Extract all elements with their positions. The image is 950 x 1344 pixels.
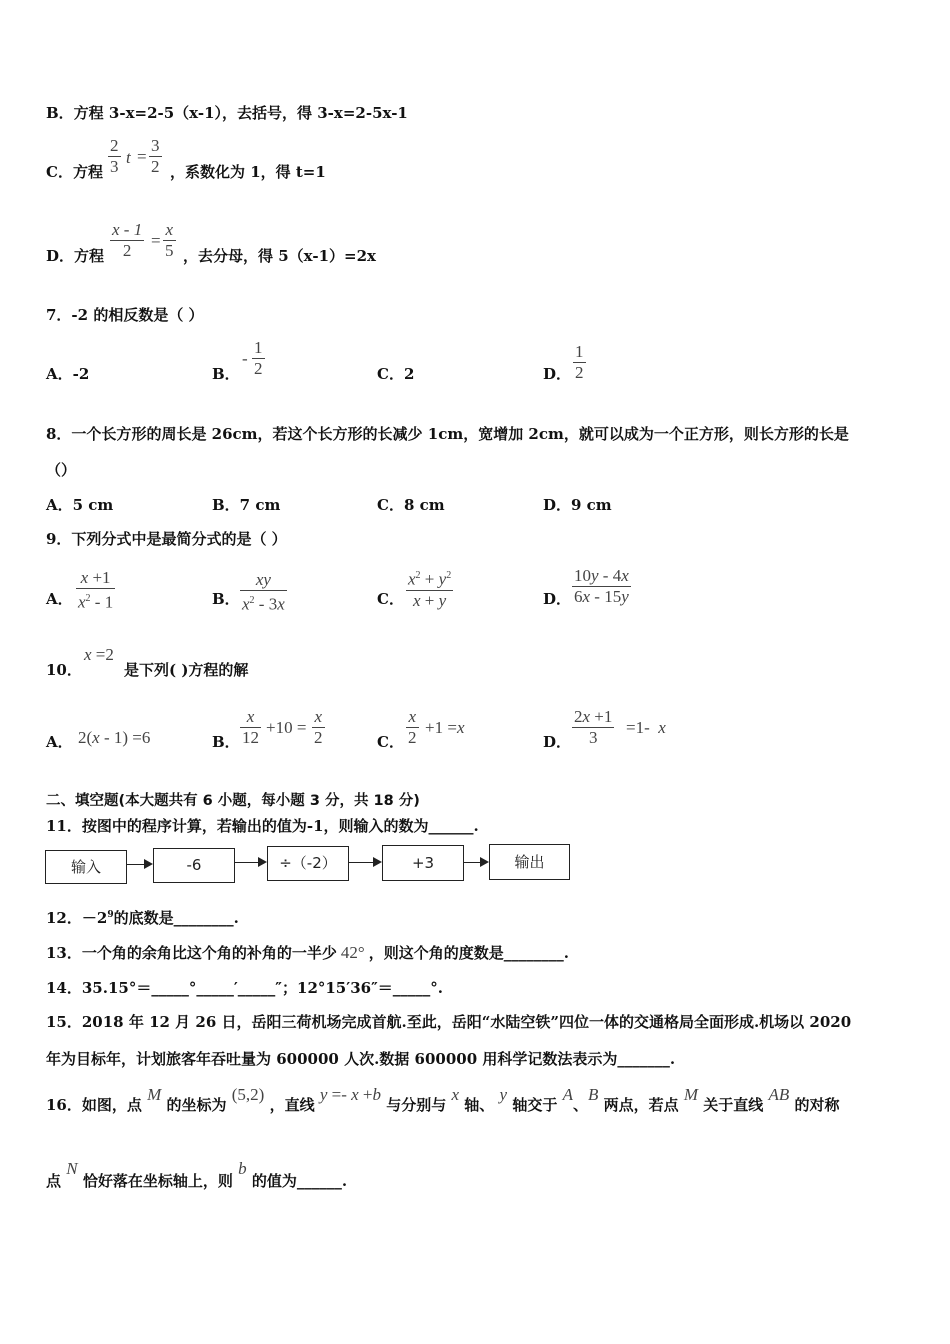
q7-b-frac: $\frac{1}{2}$ (254, 338, 263, 378)
q7-d-frac: $\frac{1}{2}$ (575, 342, 584, 382)
q16-text-13: 的值为______. (251, 1172, 348, 1190)
q16-text-1: 16．如图，点 (46, 1096, 142, 1114)
q10-a-expr: 2(x - 1) =6 (78, 728, 151, 747)
q16-point-n: N (66, 1159, 78, 1178)
q10-d-rest: =1- x (626, 718, 666, 737)
q10-equation: x =2 (84, 645, 114, 664)
q16-point-m: M (147, 1085, 162, 1104)
q13-prefix: 13．一个角的余角比这个角的补角的一半少 (46, 944, 337, 962)
q15-line2: 年为目标年，计划旅客年吞吐量为 600000 人次.数据 600000 用科学记数法表示为_______. (46, 1050, 676, 1068)
q7-option-a: A．-2 (46, 365, 90, 383)
q9-option-a: A． (46, 590, 73, 608)
q6-option-d-prefix: D．方程 (46, 247, 105, 265)
q6-d-frac-left: $\frac{x - 1}{2}$ (112, 220, 143, 260)
flow-plus3-box: +3 (382, 845, 464, 881)
q10-b-mid: +10 = (266, 718, 307, 737)
q6-option-c-prefix: C．方程 (46, 163, 103, 181)
q6-c-frac-left: $\frac{2}{3}$ (110, 136, 119, 176)
q10-b-frac-right: $\frac{x}{2}$ (314, 707, 323, 747)
q16-point-b: B (587, 1085, 599, 1104)
q10-b-frac-left: $\frac{x}{12}$ (242, 707, 259, 747)
q10-option-d: D． (543, 733, 572, 751)
q9-d-frac: $\frac{10y - 4x}{6x - 15y}$ (574, 566, 629, 606)
q12-suffix: 的底数是________. (113, 909, 239, 927)
q7-option-d: D． (543, 365, 572, 383)
q9-option-c: C． (377, 590, 404, 608)
q16-text-10: 的对称 (794, 1096, 840, 1114)
q6-option-b: B．方程 3-x=2-5（x-1），去括号，得 3-x=2-5x-1 (46, 104, 408, 122)
q16-line-ab: AB (768, 1085, 790, 1104)
q10-c-frac: $\frac{x}{2}$ (408, 707, 417, 747)
q14-line: 14．35.15°＝_____°_____′_____″；12°15′36″＝_____°. (46, 979, 444, 997)
flow-arrow-4 (464, 862, 487, 863)
q12-sup: 9 (107, 910, 114, 920)
flow-arrow-2 (235, 862, 265, 863)
q7-option-b: B． (212, 365, 240, 383)
q16-line1 (46, 1085, 840, 1115)
q11-stem: 11．按图中的程序计算，若输出的值为-1，则输入的数为______. (46, 817, 479, 835)
q10-option-a: A． (46, 733, 73, 751)
q10-option-b: B． (212, 733, 240, 751)
q16-b: b (238, 1159, 247, 1178)
q8-option-a: A．5 cm (46, 496, 114, 514)
q16-y: y (499, 1085, 508, 1104)
q6-c-frac-right: $\frac{3}{2}$ (151, 136, 160, 176)
q10-option-c: C． (377, 733, 404, 751)
q6-option-d-suffix: ，去分母，得 5（x-1）=2x (183, 247, 376, 265)
q16-point-a: A (562, 1085, 573, 1104)
q6-d-eq: = (151, 231, 161, 250)
q13-line (46, 942, 569, 963)
q9-option-d: D． (543, 590, 572, 608)
flow-minus6-box: -6 (153, 848, 235, 883)
q16-text-8: 两点，若点 (603, 1096, 679, 1114)
q8-option-b: B．7 cm (212, 496, 281, 514)
q16-text-2: 的坐标为 (166, 1096, 227, 1114)
q8-option-d: D．9 cm (543, 496, 612, 514)
flow-input-box: 输入 (45, 850, 127, 884)
q8-option-c: C．8 cm (377, 496, 445, 514)
q6-c-eq: = (137, 147, 147, 166)
q9-a-frac: $\frac{x +1}{x^2 - 1}$ (78, 568, 114, 612)
q16-text-5: 轴、 (464, 1096, 495, 1114)
q10-stem: 是下列( )方程的解 (124, 661, 249, 679)
q16-text-3: ，直线 (269, 1096, 315, 1114)
q6-option-c-suffix: ，系数化为 1，得 t=1 (170, 163, 326, 181)
q9-option-b: B． (212, 590, 240, 608)
q12-prefix: 12．－2 (46, 909, 108, 927)
q9-stem: 9．下列分式中是最简分式的是（ ） (46, 530, 287, 548)
q16-line2 (46, 1159, 348, 1191)
flow-output-box: 输出 (489, 844, 570, 880)
flow-divide-box: ÷（-2） (267, 846, 349, 881)
q16-text-7: 、 (572, 1096, 588, 1114)
q6-c-var: t (126, 148, 131, 167)
q6-d-frac-right: $\frac{x}{5}$ (165, 220, 174, 260)
q16-text-4: 与分别与 (386, 1096, 447, 1114)
flow-arrow-1 (127, 864, 151, 865)
q9-c-frac: $\frac{x^2 + y^2}{x + y}$ (406, 566, 453, 611)
q12-line (46, 907, 239, 928)
q15-line1: 15．2018 年 12 月 26 日，岳阳三荷机场完成首航.至此，岳阳“水陆空铁”四位一体的交通格局全面形成.机场以 2020 (46, 1013, 852, 1031)
section-title-fill-in: 二、填空题(本大题共有 6 小题，每小题 3 分，共 18 分) (46, 793, 420, 809)
q8-stem: 8．一个长方形的周长是 26cm，若这个长方形的长减少 1cm，宽增加 2cm，就可以成为一个正方形，则长方形的长是 (46, 425, 849, 443)
q16-text-11: 点 (46, 1172, 62, 1190)
q16-x: x (451, 1085, 460, 1104)
q13-suffix: ，则这个角的度数是________. (368, 944, 569, 962)
q10-c-rest: +1 =x (425, 718, 465, 737)
q9-b-frac: $\frac{xy}{x^2 - 3x}$ (242, 570, 285, 614)
q16-text-12: 恰好落在坐标轴上，则 (82, 1172, 233, 1190)
q13-angle: 42° (340, 943, 365, 962)
q7-b-minus: - (242, 349, 248, 368)
q16-line-eq: y =- x +b (319, 1085, 382, 1104)
q16-text-9: 关于直线 (703, 1096, 764, 1114)
q7-stem: 7．-2 的相反数是（ ） (46, 306, 204, 324)
q16-text-6: 轴交于 (512, 1096, 558, 1114)
q10-d-frac: $\frac{2x +1}{3}$ (574, 707, 613, 747)
flow-arrow-3 (349, 862, 380, 863)
q16-point-m2: M (683, 1085, 699, 1104)
q7-option-c: C．2 (377, 365, 415, 383)
q8-paren: （） (46, 461, 77, 479)
q10-number: 10． (46, 661, 82, 679)
q16-coord: (5,2) (231, 1085, 265, 1104)
